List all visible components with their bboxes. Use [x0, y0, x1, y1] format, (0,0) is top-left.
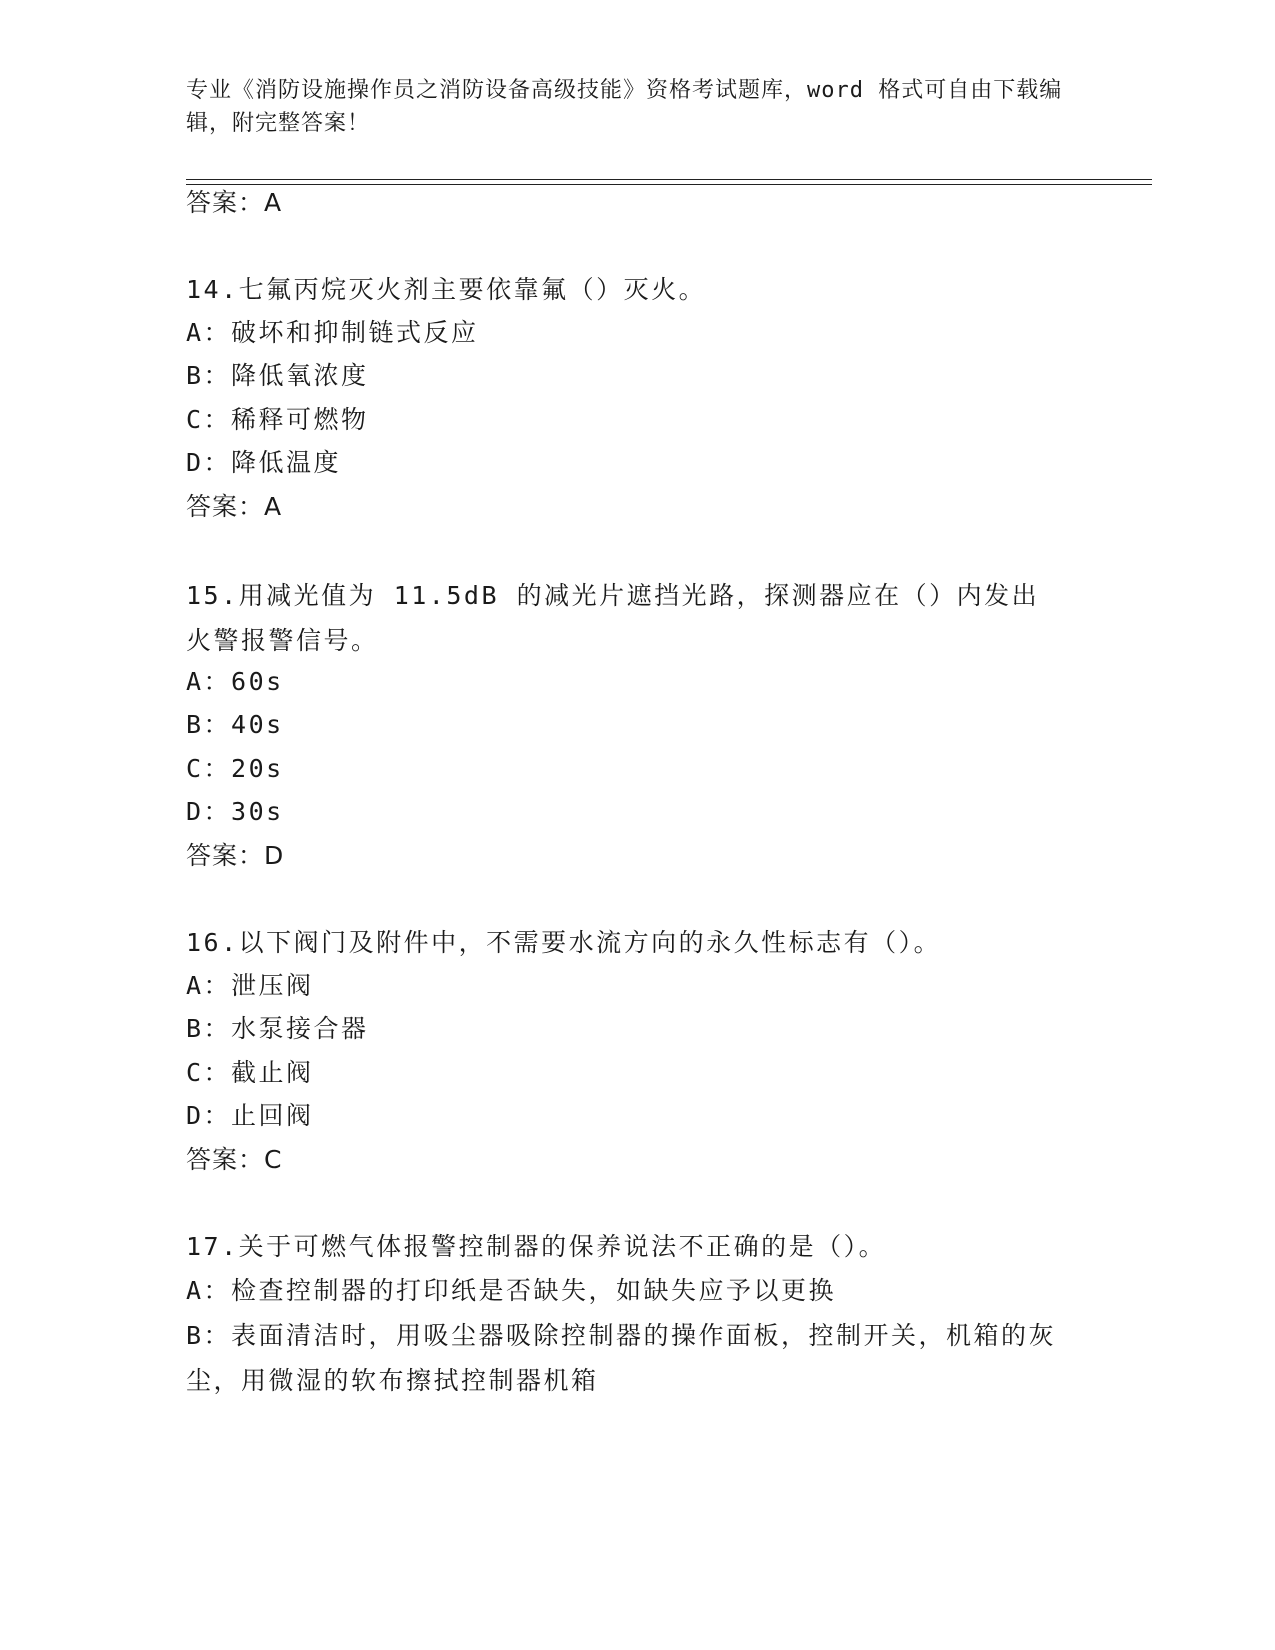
question-14-stem: 14.七氟丙烷灭火剂主要依靠氟（）灭火。	[186, 275, 707, 304]
header-rule-top	[186, 179, 1152, 180]
answer-13: 答案：A	[186, 188, 283, 217]
question-14-option-d: D：降低温度	[186, 448, 342, 477]
question-16-option-d: D：止回阀	[186, 1101, 314, 1130]
question-15-option-b: B：40s	[186, 710, 284, 739]
question-17-option-b: B：表面清洁时，用吸尘器吸除控制器的操作面板，控制开关，机箱的灰尘，用微湿的软布擦拭控制器机箱	[186, 1321, 1057, 1395]
answer-15: 答案：D	[186, 841, 285, 870]
question-15-stem: 15.用减光值为 11.5dB 的减光片遮挡光路，探测器应在（）内发出火警报警信号。	[186, 581, 1040, 655]
header-rule-bottom	[186, 184, 1152, 185]
question-16-stem: 16.以下阀门及附件中，不需要水流方向的永久性标志有（）。	[186, 928, 942, 957]
question-16-option-c: C：截止阀	[186, 1058, 314, 1087]
question-15-option-d: D：30s	[186, 797, 284, 826]
question-15-option-a: A：60s	[186, 667, 284, 696]
question-14-option-c: C：稀释可燃物	[186, 405, 369, 434]
question-14-option-a: A：破坏和抑制链式反应	[186, 318, 479, 347]
question-15-option-c: C：20s	[186, 754, 284, 783]
question-16-option-b: B：水泵接合器	[186, 1014, 369, 1043]
answer-14: 答案：A	[186, 492, 283, 521]
answer-16: 答案：C	[186, 1145, 283, 1174]
document-header: 专业《消防设施操作员之消防设备高级技能》资格考试题库，word 格式可自由下载编辑，附完整答案！	[186, 78, 1063, 136]
question-16-option-a: A：泄压阀	[186, 971, 314, 1000]
question-17-option-a: A：检查控制器的打印纸是否缺失，如缺失应予以更换	[186, 1276, 837, 1305]
question-14-option-b: B：降低氧浓度	[186, 361, 369, 390]
question-17-stem: 17.关于可燃气体报警控制器的保养说法不正确的是（）。	[186, 1232, 887, 1261]
